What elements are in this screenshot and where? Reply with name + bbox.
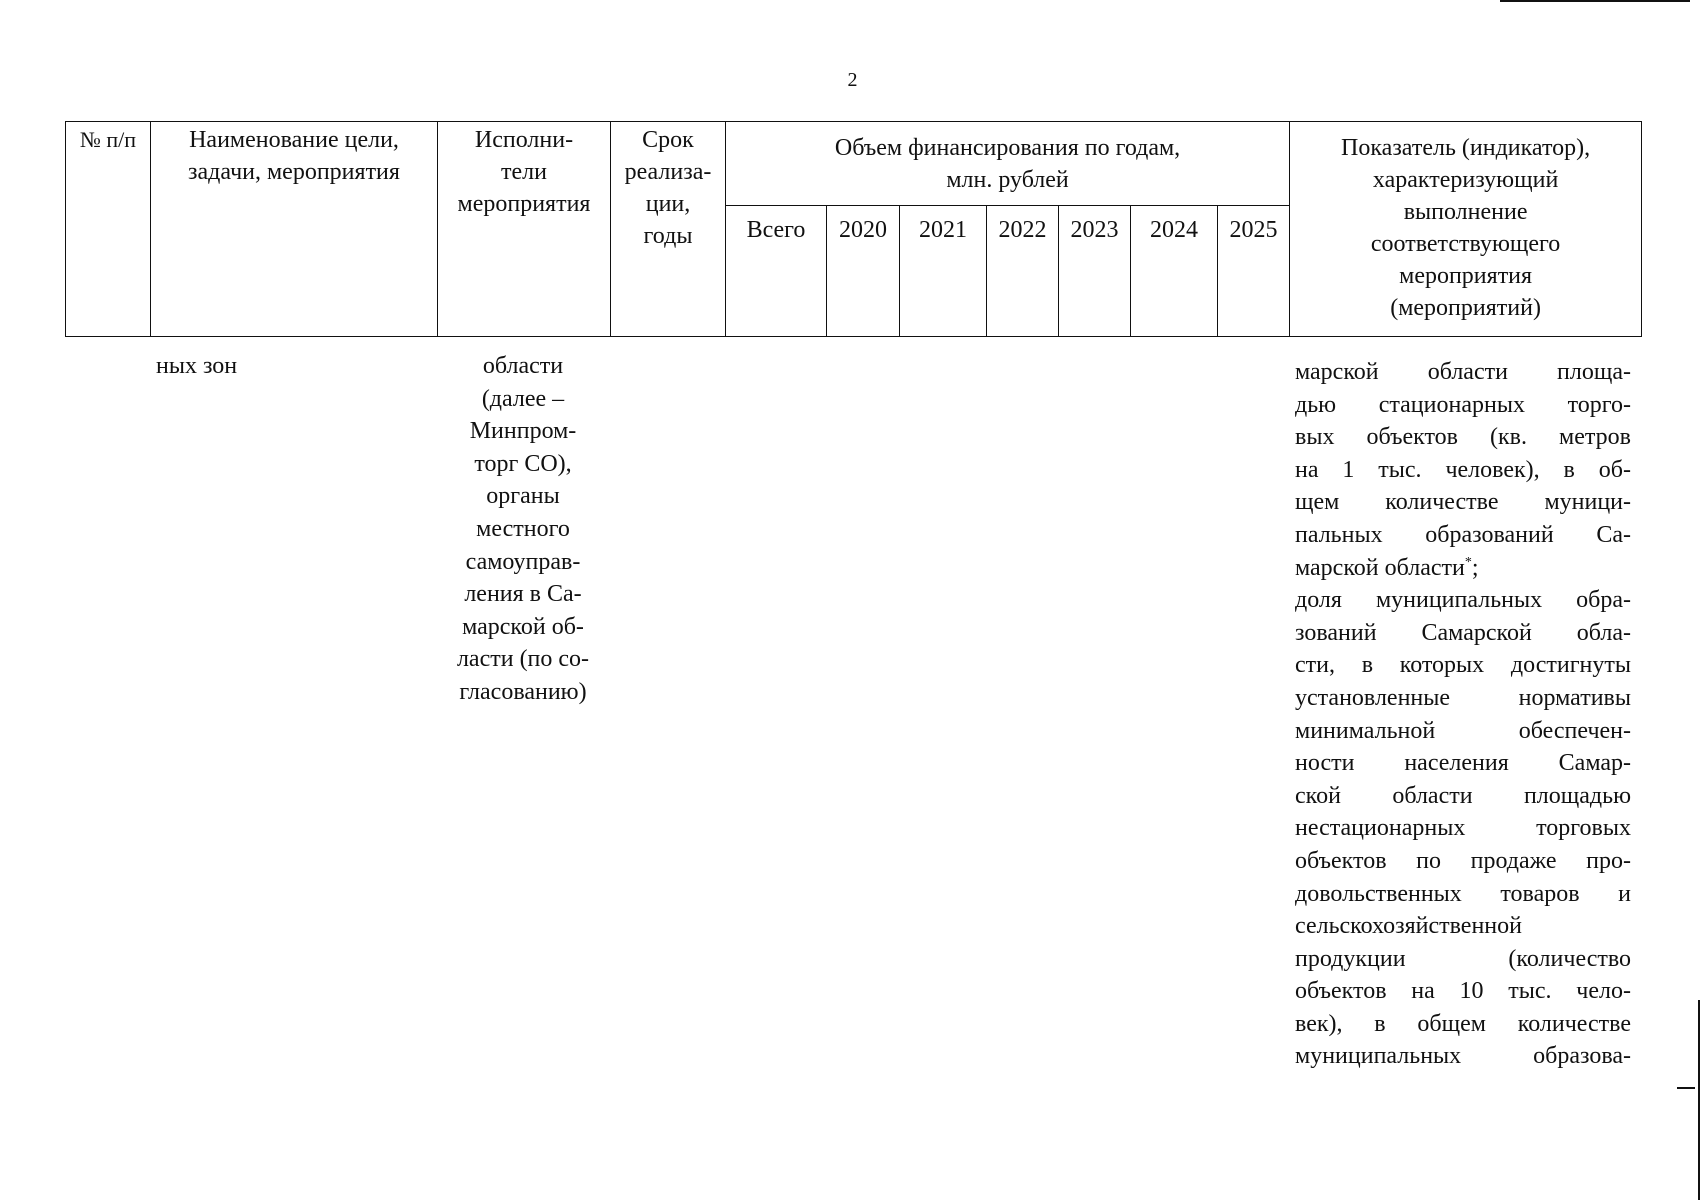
footnote-suffix: ;	[1471, 554, 1479, 581]
indicator-line: нестационарных торговых	[1295, 815, 1631, 842]
indicator-line: объектов на 10 тыс. чело-	[1295, 978, 1631, 1005]
indicator-line-with-footnote	[1295, 552, 1631, 585]
indicator-line: ности населения Самар-	[1295, 750, 1631, 777]
indicator-line: щем количестве муници-	[1295, 489, 1631, 516]
scan-edge-line	[1500, 0, 1690, 2]
indicator-line: зований Самарской обла-	[1295, 619, 1631, 646]
row-indicator-text	[1295, 356, 1631, 1073]
indicator-line: сельскохозяйственной	[1295, 913, 1522, 940]
header-funding-2025: 2025	[1218, 206, 1290, 337]
header-funding-2024: 2024	[1131, 206, 1218, 337]
indicator-line: довольственных товаров и	[1295, 880, 1631, 907]
indicator-line: марской области площа-	[1295, 359, 1631, 385]
header-indicator-column: Показатель (индикатор), характеризующий выполнение соответствующего мероприятия (мероприятий)	[1290, 122, 1642, 337]
indicator-line: век), в общем количестве	[1295, 1010, 1631, 1037]
footnote-mark: *	[1464, 554, 1472, 570]
indicator-line: дью стационарных торго-	[1295, 391, 1631, 418]
indicator-line: муниципальных образова-	[1295, 1043, 1631, 1070]
indicator-line: марской области	[1295, 554, 1465, 581]
scan-edge-line	[1698, 1000, 1700, 1200]
indicator-line: пальных образований Са-	[1295, 521, 1631, 548]
indicator-line: ской области площадью	[1295, 782, 1631, 809]
header-funding-total: Всего	[726, 206, 827, 337]
indicator-line: установленные нормативы	[1295, 684, 1631, 711]
indicator-line: на 1 тыс. человек), в об-	[1295, 456, 1631, 483]
row-executors-text: области (далее – Минпром- торг СО), органы местного самоуправ- ления в Са- марской об- ласти (по со- гласованию)	[456, 353, 590, 705]
scan-edge-line	[1677, 1087, 1695, 1089]
indicator-line: продукции (количество	[1295, 945, 1631, 972]
header-funding-2023: 2023	[1059, 206, 1131, 337]
row-goal-text: ных зон	[156, 353, 238, 379]
header-term-column: Срок реализа- ции, годы	[611, 122, 726, 337]
page-number: 2	[847, 69, 858, 91]
header-funding-2020: 2020	[827, 206, 900, 337]
indicator-line: доля муниципальных обра-	[1295, 587, 1631, 614]
indicator-line: минимальной обеспечен-	[1295, 717, 1631, 744]
header-name-column: Наименование цели, задачи, мероприятия	[151, 122, 438, 337]
indicator-line: объектов по продаже про-	[1295, 847, 1631, 874]
header-funding-2022: 2022	[987, 206, 1059, 337]
header-funding-2021: 2021	[900, 206, 987, 337]
header-funding-column: Объем финансирования по годам, млн. рублей	[726, 122, 1290, 206]
header-number-column: № п/п	[66, 122, 151, 337]
indicator-line: сти, в которых достигнуты	[1295, 652, 1631, 679]
indicator-line: вых объектов (кв. метров	[1295, 424, 1631, 451]
header-executors-column: Исполни- тели мероприятия	[438, 122, 611, 337]
program-activities-table-header	[65, 121, 1642, 337]
